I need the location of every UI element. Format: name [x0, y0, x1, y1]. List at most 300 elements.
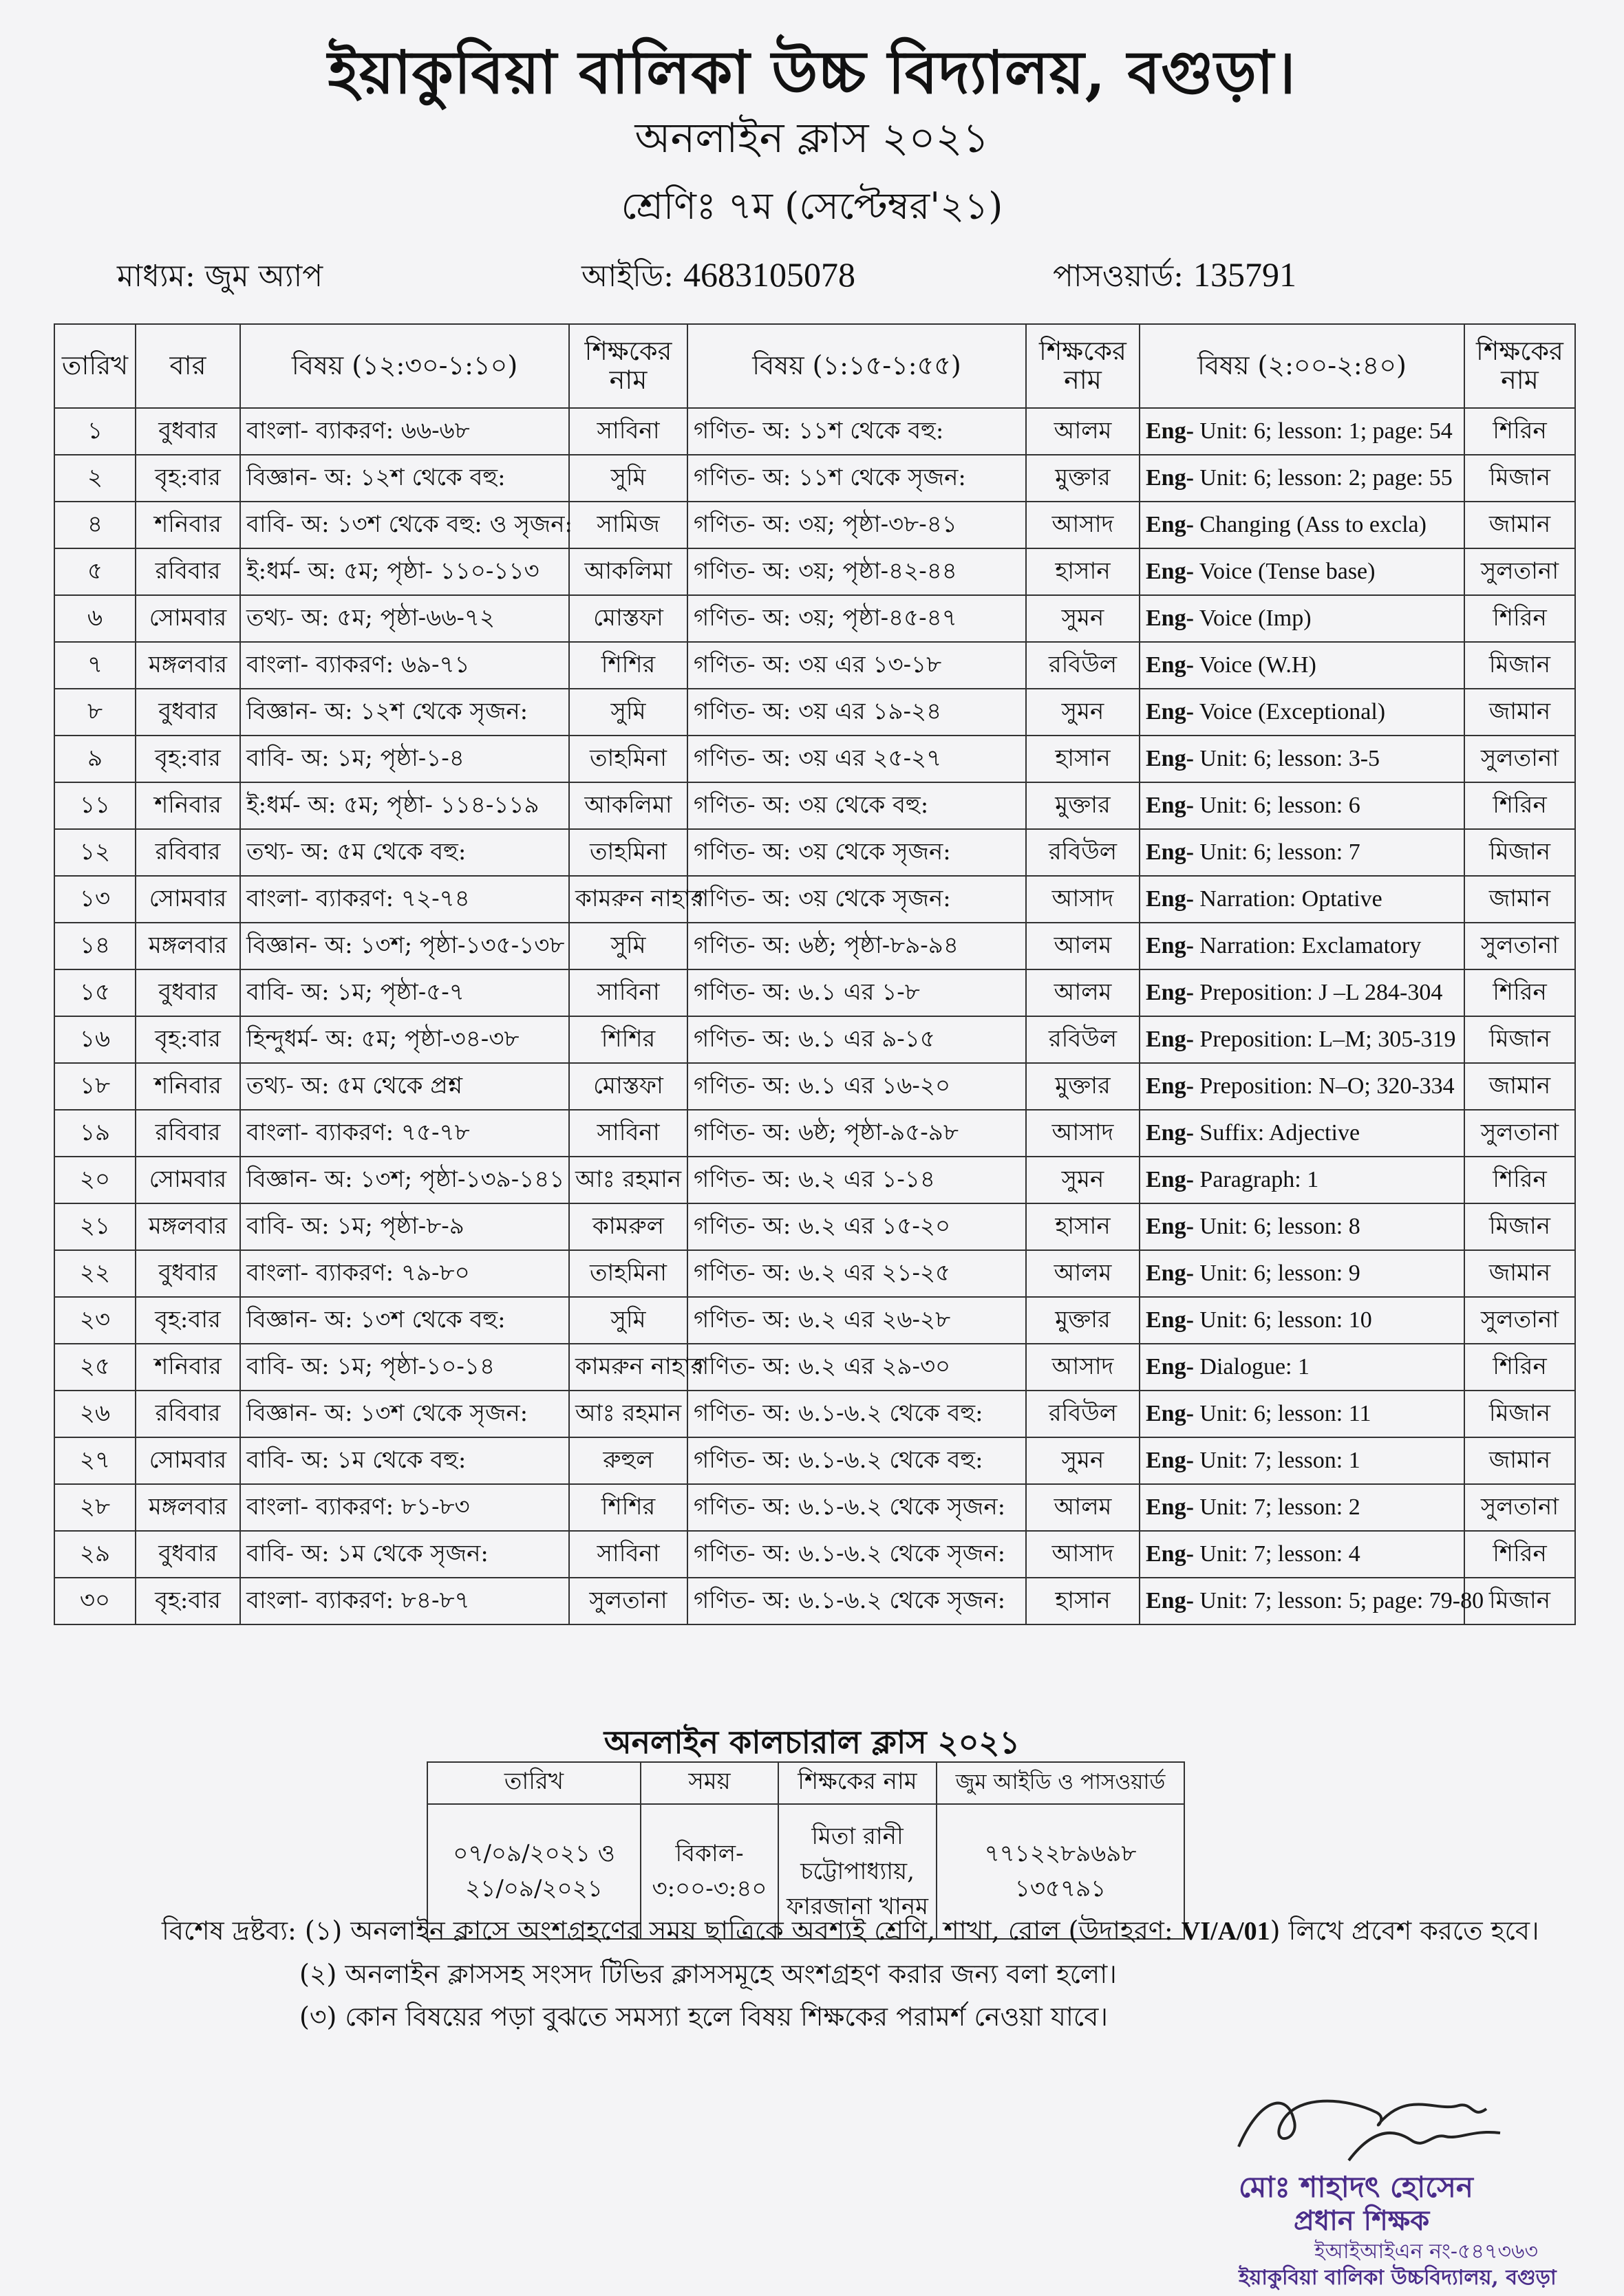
- eng-prefix: Eng-: [1146, 1541, 1194, 1567]
- schedule-row: [54, 876, 1575, 923]
- eng-prefix: Eng-: [1146, 1588, 1194, 1614]
- header-date: তারিখ: [54, 324, 136, 408]
- schedule-header-row: [54, 324, 1575, 408]
- subject-3-cell: [1140, 1391, 1464, 1437]
- day-cell: বুধবার: [136, 689, 240, 736]
- eng-topic: Dialogue: 1: [1193, 1354, 1310, 1380]
- eng-prefix: Eng-: [1146, 980, 1194, 1006]
- cultural-time-1: বিকাল-: [675, 1840, 744, 1867]
- subject-3-cell: [1140, 969, 1464, 1016]
- teacher-2-cell: আলম: [1026, 408, 1140, 455]
- subject-2-cell: গণিত- অ: ৬.১ এর ১৬-২০: [687, 1063, 1026, 1110]
- teacher-2-cell: হাসান: [1026, 1203, 1140, 1250]
- teacher-2-cell: হাসান: [1026, 548, 1140, 595]
- subject-1-cell: বাংলা- ব্যাকরণ: ৮১-৮৩: [240, 1484, 569, 1531]
- signature-name: মোঃ শাহাদৎ হোসেন: [1239, 2170, 1473, 2204]
- teacher-2-cell: রবিউল: [1026, 1391, 1140, 1437]
- subject-1-cell: বাবি- অ: ১ম; পৃষ্ঠা-৫-৭: [240, 969, 569, 1016]
- subject-3-cell: [1140, 408, 1464, 455]
- schedule-row: [54, 1344, 1575, 1391]
- subject-1-cell: বাংলা- ব্যাকরণ: ৮৪-৮৭: [240, 1578, 569, 1624]
- password-value: 135791: [1193, 255, 1296, 294]
- subject-3-cell: [1140, 642, 1464, 689]
- eng-prefix: Eng-: [1146, 1401, 1194, 1427]
- eng-prefix: Eng-: [1146, 1027, 1194, 1053]
- day-cell: শনিবার: [136, 782, 240, 829]
- subject-1-cell: হিন্দুধর্ম- অ: ৫ম; পৃষ্ঠা-৩৪-৩৮: [240, 1016, 569, 1063]
- note-1: বিশেষ দ্রষ্টব্য: (১) অনলাইন ক্লাসে অংশগ্রহণের সময় ছাত্রিকে অবশ্যই শ্রেণি, শাখা, রোল (উদাহরণ: VI/A/01) লিখে প্রবেশ করতে হবে।: [162, 1916, 1539, 1946]
- subject-3-cell: [1140, 782, 1464, 829]
- date-cell: ১২: [54, 829, 136, 876]
- subject-2-cell: গণিত- অ: ৬.১-৬.২ থেকে বহু:: [687, 1437, 1026, 1484]
- schedule-row: [54, 1578, 1575, 1624]
- date-cell: ১৮: [54, 1063, 136, 1110]
- date-cell: ২: [54, 455, 136, 502]
- teacher-1-cell: সুমি: [569, 923, 687, 969]
- teacher-2-cell: মুক্তার: [1026, 782, 1140, 829]
- eng-prefix: Eng-: [1146, 793, 1194, 819]
- cultural-class-title: অনলাইন কালচারাল ক্লাস ২০২১: [603, 1724, 1021, 1761]
- teacher-2-cell: সুমন: [1026, 1437, 1140, 1484]
- teacher-1-cell: সামিজ: [569, 502, 687, 548]
- teacher-2-cell: আলম: [1026, 1250, 1140, 1297]
- eng-prefix: Eng-: [1146, 605, 1194, 632]
- schedule-row: [54, 1203, 1575, 1250]
- cultural-date-1: ০৭/০৯/২০২১ ও: [453, 1840, 615, 1867]
- teacher-3-cell: সুলতানা: [1464, 1110, 1575, 1157]
- teacher-1-cell: সুলতানা: [569, 1578, 687, 1624]
- teacher-2-cell: আলম: [1026, 969, 1140, 1016]
- eng-topic: Voice (W.H): [1193, 652, 1316, 678]
- eng-prefix: Eng-: [1146, 1120, 1194, 1146]
- eng-prefix: Eng-: [1146, 1073, 1194, 1099]
- teacher-3-cell: মিজান: [1464, 1203, 1575, 1250]
- cultural-date-2: ২১/০৯/২০২১: [465, 1875, 603, 1902]
- id-label: আইডি:: [581, 259, 674, 294]
- teacher-1-cell: সাবিনা: [569, 1110, 687, 1157]
- teacher-3-cell: মিজান: [1464, 642, 1575, 689]
- subject-1-cell: ই:ধর্ম- অ: ৫ম; পৃষ্ঠা- ১১০-১১৩: [240, 548, 569, 595]
- teacher-1-cell: কামরুন নাহার: [569, 876, 687, 923]
- subject-2-cell: গণিত- অ: ৬ষ্ঠ; পৃষ্ঠা-৮৯-৯৪: [687, 923, 1026, 969]
- eng-topic: Narration: Optative: [1193, 886, 1382, 912]
- eng-prefix: Eng-: [1146, 699, 1194, 725]
- subject-1-cell: বাবি- অ: ১ম; পৃষ্ঠা-৮-৯: [240, 1203, 569, 1250]
- subject-1-cell: বিজ্ঞান- অ: ১২শ থেকে সৃজন:: [240, 689, 569, 736]
- teacher-3-cell: মিজান: [1464, 1016, 1575, 1063]
- subject-3-cell: [1140, 1157, 1464, 1203]
- eng-topic: Preposition: L–M; 305-319: [1193, 1027, 1456, 1053]
- day-cell: মঙ্গলবার: [136, 923, 240, 969]
- notes-label: বিশেষ দ্রষ্টব্য:: [162, 1916, 297, 1946]
- date-cell: ৩০: [54, 1578, 136, 1624]
- eng-prefix: Eng-: [1146, 1448, 1194, 1474]
- date-cell: ২৭: [54, 1437, 136, 1484]
- day-cell: শনিবার: [136, 1063, 240, 1110]
- signature-role: প্রধান শিক্ষক: [1294, 2204, 1430, 2237]
- subject-2-cell: গণিত- অ: ৬.২ এর ২১-২৫: [687, 1250, 1026, 1297]
- schedule-row: [54, 1437, 1575, 1484]
- teacher-2-cell: হাসান: [1026, 736, 1140, 782]
- date-cell: ২০: [54, 1157, 136, 1203]
- day-cell: বুধবার: [136, 969, 240, 1016]
- teacher-3-cell: মিজান: [1464, 829, 1575, 876]
- eng-prefix: Eng-: [1146, 559, 1194, 585]
- subject-2-cell: গণিত- অ: ৬.২ এর ১-১৪: [687, 1157, 1026, 1203]
- teacher-2-cell: আসাদ: [1026, 502, 1140, 548]
- day-cell: সোমবার: [136, 1157, 240, 1203]
- subject-2-cell: গণিত- অ: ৩য় এর ২৫-২৭: [687, 736, 1026, 782]
- teacher-1-cell: তাহমিনা: [569, 1250, 687, 1297]
- eng-topic: Changing (Ass to excla): [1193, 512, 1427, 538]
- subject-3-cell: [1140, 1578, 1484, 1624]
- date-cell: ২৯: [54, 1531, 136, 1578]
- eng-prefix: Eng-: [1146, 839, 1194, 866]
- date-cell: ২৩: [54, 1297, 136, 1344]
- teacher-2-cell: সুমন: [1026, 689, 1140, 736]
- schedule-row: [54, 1484, 1575, 1531]
- password-info: [1053, 253, 1296, 303]
- teacher-2-cell: রবিউল: [1026, 829, 1140, 876]
- cultural-teacher-2: চট্টোপাধ্যায়,: [800, 1857, 915, 1885]
- subject-2-cell: গণিত- অ: ৬.২ এর ২৬-২৮: [687, 1297, 1026, 1344]
- teacher-3-cell: শিরিন: [1464, 595, 1575, 642]
- teacher-1-cell: সুমি: [569, 455, 687, 502]
- subject-1-cell: বিজ্ঞান- অ: ১৩শ থেকে সৃজন:: [240, 1391, 569, 1437]
- header-teacher-1: শিক্ষকের নাম: [569, 324, 687, 408]
- subject-1-cell: বাবি- অ: ১ম; পৃষ্ঠা-১০-১৪: [240, 1344, 569, 1391]
- teacher-3-cell: শিরিন: [1464, 782, 1575, 829]
- cultural-header-row: [427, 1762, 1184, 1804]
- subject-2-cell: গণিত- অ: ১১শ থেকে সৃজন:: [687, 455, 1026, 502]
- schedule-row: [54, 1250, 1575, 1297]
- teacher-3-cell: মিজান: [1464, 455, 1575, 502]
- id-value: 4683105078: [683, 255, 856, 294]
- eng-prefix: Eng-: [1146, 1494, 1194, 1521]
- teacher-1-cell: আকলিমা: [569, 548, 687, 595]
- medium-info: [117, 253, 323, 303]
- subject-2-cell: গণিত- অ: ৬.১-৬.২ থেকে সৃজন:: [687, 1484, 1026, 1531]
- subject-2-cell: গণিত- অ: ৬.১-৬.২ থেকে সৃজন:: [687, 1531, 1026, 1578]
- date-cell: ৭: [54, 642, 136, 689]
- eng-prefix: Eng-: [1146, 465, 1194, 491]
- note-3: (৩) কোন বিষয়ের পড়া বুঝতে সমস্যা হলে বিষয় শিক্ষকের পরামর্শ নেওয়া যাবে।: [299, 2002, 1108, 2032]
- day-cell: বুধবার: [136, 1531, 240, 1578]
- schedule-row: [54, 923, 1575, 969]
- eng-prefix: Eng-: [1146, 886, 1194, 912]
- teacher-1-cell: সুমি: [569, 1297, 687, 1344]
- signature-scribble: [1211, 2071, 1596, 2167]
- header-subject-3: বিষয় (২:০০-২:৪০): [1140, 324, 1464, 408]
- subject-2-cell: গণিত- অ: ১১শ থেকে বহু:: [687, 408, 1026, 455]
- eng-prefix: Eng-: [1146, 746, 1194, 772]
- teacher-3-cell: জামান: [1464, 876, 1575, 923]
- subject-1-cell: বাবি- অ: ১ম থেকে বহু:: [240, 1437, 569, 1484]
- subject-1-cell: বাংলা- ব্যাকরণ: ৬৬-৬৮: [240, 408, 569, 455]
- cultural-zoom-id: ৭৭১২২৮৯৬৯৮: [984, 1840, 1137, 1867]
- schedule-row: [54, 502, 1575, 548]
- teacher-3-cell: জামান: [1464, 689, 1575, 736]
- teacher-2-cell: আলম: [1026, 1484, 1140, 1531]
- subject-3-cell: [1140, 1016, 1464, 1063]
- teacher-2-cell: সুমন: [1026, 1157, 1140, 1203]
- eng-topic: Unit: 6; lesson: 8: [1193, 1214, 1360, 1240]
- teacher-2-cell: মুক্তার: [1026, 1063, 1140, 1110]
- eng-topic: Unit: 6; lesson: 3-5: [1193, 746, 1380, 772]
- subject-1-cell: বাংলা- ব্যাকরণ: ৭২-৭৪: [240, 876, 569, 923]
- day-cell: বৃহ:বার: [136, 1297, 240, 1344]
- schedule-row: [54, 1531, 1575, 1578]
- teacher-1-cell: শিশির: [569, 1016, 687, 1063]
- subject-2-cell: গণিত- অ: ৩য়; পৃষ্ঠা-৪২-৪৪: [687, 548, 1026, 595]
- subject-3-cell: [1140, 548, 1464, 595]
- schedule-row: [54, 1063, 1575, 1110]
- page-subtitle: অনলাইন ক্লাস ২০২১: [634, 114, 990, 162]
- schedule-row: [54, 1016, 1575, 1063]
- subject-2-cell: গণিত- অ: ৩য়; পৃষ্ঠা-৩৮-৪১: [687, 502, 1026, 548]
- subject-2-cell: গণিত- অ: ৬.১-৬.২ থেকে সৃজন:: [687, 1578, 1026, 1624]
- eng-prefix: Eng-: [1146, 1167, 1194, 1193]
- eng-prefix: Eng-: [1146, 1354, 1194, 1380]
- day-cell: বৃহ:বার: [136, 736, 240, 782]
- day-cell: সোমবার: [136, 595, 240, 642]
- schedule-row: [54, 736, 1575, 782]
- teacher-2-cell: আসাদ: [1026, 1531, 1140, 1578]
- eng-topic: Unit: 7; lesson: 5; page: 79-80: [1193, 1588, 1484, 1614]
- subject-1-cell: তথ্য- অ: ৫ম; পৃষ্ঠা-৬৬-৭২: [240, 595, 569, 642]
- eng-topic: Unit: 6; lesson: 1; page: 54: [1193, 418, 1453, 444]
- teacher-2-cell: মুক্তার: [1026, 1297, 1140, 1344]
- eng-topic: Preposition: J –L 284-304: [1193, 980, 1443, 1006]
- header-teacher-2: শিক্ষকের নাম: [1026, 324, 1140, 408]
- eng-topic: Unit: 7; lesson: 4: [1193, 1541, 1360, 1567]
- subject-3-cell: [1140, 736, 1464, 782]
- teacher-2-cell: আলম: [1026, 923, 1140, 969]
- day-cell: বৃহ:বার: [136, 455, 240, 502]
- cultural-teacher-1: মিতা রানী: [811, 1822, 904, 1850]
- eng-prefix: Eng-: [1146, 652, 1194, 678]
- date-cell: ১৩: [54, 876, 136, 923]
- subject-1-cell: বাবি- অ: ১ম থেকে সৃজন:: [240, 1531, 569, 1578]
- subject-1-cell: বিজ্ঞান- অ: ১৩শ; পৃষ্ঠা-১৩৫-১৩৮: [240, 923, 569, 969]
- teacher-2-cell: আসাদ: [1026, 1110, 1140, 1157]
- eng-prefix: Eng-: [1146, 1214, 1194, 1240]
- eng-topic: Unit: 6; lesson: 11: [1193, 1401, 1371, 1427]
- eng-topic: Paragraph: 1: [1193, 1167, 1319, 1193]
- eng-topic: Voice (Imp): [1193, 605, 1312, 632]
- teacher-1-cell: আকলিমা: [569, 782, 687, 829]
- subject-2-cell: গণিত- অ: ৩য়; পৃষ্ঠা-৪৫-৪৭: [687, 595, 1026, 642]
- subject-2-cell: গণিত- অ: ৬.২ এর ১৫-২০: [687, 1203, 1026, 1250]
- date-cell: ২৮: [54, 1484, 136, 1531]
- subject-3-cell: [1140, 1531, 1464, 1578]
- subject-2-cell: গণিত- অ: ৬.১ এর ১-৮: [687, 969, 1026, 1016]
- day-cell: বৃহ:বার: [136, 1016, 240, 1063]
- school-title: ইয়াকুবিয়া বালিকা উচ্চ বিদ্যালয়, বগুড়া।: [328, 38, 1296, 107]
- password-label: পাসওয়ার্ড:: [1053, 259, 1184, 294]
- subject-3-cell: [1140, 595, 1464, 642]
- schedule-body: [54, 408, 1575, 1624]
- day-cell: রবিবার: [136, 829, 240, 876]
- schedule-row: [54, 595, 1575, 642]
- date-cell: ৬: [54, 595, 136, 642]
- date-cell: ১৫: [54, 969, 136, 1016]
- headmaster-signature: [1211, 2071, 1596, 2290]
- date-cell: ১৬: [54, 1016, 136, 1063]
- cultural-header-time: সময়: [641, 1762, 778, 1804]
- teacher-2-cell: আসাদ: [1026, 876, 1140, 923]
- header-subject-2: বিষয় (১:১৫-১:৫৫): [687, 324, 1026, 408]
- eng-prefix: Eng-: [1146, 1307, 1194, 1333]
- eng-prefix: Eng-: [1146, 1260, 1194, 1287]
- day-cell: রবিবার: [136, 1110, 240, 1157]
- cultural-header-teacher: শিক্ষকের নাম: [778, 1762, 937, 1804]
- subject-1-cell: ই:ধর্ম- অ: ৫ম; পৃষ্ঠা- ১১৪-১১৯: [240, 782, 569, 829]
- subject-2-cell: গণিত- অ: ৩য় এর ১৩-১৮: [687, 642, 1026, 689]
- eng-prefix: Eng-: [1146, 418, 1194, 444]
- date-cell: ২২: [54, 1250, 136, 1297]
- date-cell: ১১: [54, 782, 136, 829]
- eng-topic: Voice (Exceptional): [1193, 699, 1386, 725]
- subject-3-cell: [1140, 455, 1464, 502]
- day-cell: সোমবার: [136, 876, 240, 923]
- medium-label: মাধ্যম:: [117, 259, 195, 294]
- teacher-1-cell: তাহমিনা: [569, 736, 687, 782]
- schedule-row: [54, 408, 1575, 455]
- subject-2-cell: গণিত- অ: ৬.২ এর ২৯-৩০: [687, 1344, 1026, 1391]
- subject-2-cell: গণিত- অ: ৩য় থেকে বহু:: [687, 782, 1026, 829]
- date-cell: ২৬: [54, 1391, 136, 1437]
- subject-3-cell: [1140, 1344, 1464, 1391]
- subject-3-cell: [1140, 1250, 1464, 1297]
- subject-2-cell: গণিত- অ: ৬.১-৬.২ থেকে বহু:: [687, 1391, 1026, 1437]
- eng-prefix: Eng-: [1146, 933, 1194, 959]
- header-day: বার: [136, 324, 240, 408]
- teacher-2-cell: হাসান: [1026, 1578, 1140, 1624]
- date-cell: ১৯: [54, 1110, 136, 1157]
- subject-3-cell: [1140, 1110, 1464, 1157]
- schedule-row: [54, 829, 1575, 876]
- schedule-row: [54, 782, 1575, 829]
- eng-topic: Suffix: Adjective: [1193, 1120, 1360, 1146]
- subject-1-cell: বাংলা- ব্যাকরণ: ৭৫-৭৮: [240, 1110, 569, 1157]
- subject-3-cell: [1140, 1484, 1464, 1531]
- schedule-table: [54, 323, 1576, 1625]
- date-cell: ৯: [54, 736, 136, 782]
- teacher-1-cell: আঃ রহমান: [569, 1157, 687, 1203]
- day-cell: সোমবার: [136, 1437, 240, 1484]
- signature-school: ইয়াকুবিয়া বালিকা উচ্চবিদ্যালয়, বগুড়া: [1239, 2266, 1557, 2290]
- date-cell: ২৫: [54, 1344, 136, 1391]
- class-line: শ্রেণিঃ ৭ম (সেপ্টেম্বর'২১): [621, 184, 1003, 228]
- subject-3-cell: [1140, 1203, 1464, 1250]
- header-teacher-3: শিক্ষকের নাম: [1464, 324, 1575, 408]
- schedule-row: [54, 1110, 1575, 1157]
- teacher-3-cell: জামান: [1464, 1063, 1575, 1110]
- teacher-1-cell: সাবিনা: [569, 1531, 687, 1578]
- teacher-1-cell: কামরুল: [569, 1203, 687, 1250]
- subject-1-cell: বাবি- অ: ১৩শ থেকে বহু: ও সৃজন:: [240, 502, 569, 548]
- teacher-3-cell: শিরিন: [1464, 1344, 1575, 1391]
- teacher-3-cell: সুলতানা: [1464, 923, 1575, 969]
- eng-topic: Preposition: N–O; 320-334: [1193, 1073, 1455, 1099]
- teacher-2-cell: রবিউল: [1026, 1016, 1140, 1063]
- subject-1-cell: তথ্য- অ: ৫ম থেকে বহু:: [240, 829, 569, 876]
- teacher-1-cell: সাবিনা: [569, 408, 687, 455]
- subject-1-cell: বাবি- অ: ১ম; পৃষ্ঠা-১-৪: [240, 736, 569, 782]
- day-cell: শনিবার: [136, 1344, 240, 1391]
- cultural-header-date: তারিখ: [427, 1762, 641, 1804]
- teacher-3-cell: মিজান: [1464, 1578, 1575, 1624]
- subject-1-cell: বিজ্ঞান- অ: ১৩শ; পৃষ্ঠা-১৩৯-১৪১: [240, 1157, 569, 1203]
- date-cell: ৪: [54, 502, 136, 548]
- eng-topic: Unit: 6; lesson: 6: [1193, 793, 1360, 819]
- teacher-3-cell: জামান: [1464, 1250, 1575, 1297]
- day-cell: বুধবার: [136, 408, 240, 455]
- subject-1-cell: বাংলা- ব্যাকরণ: ৬৯-৭১: [240, 642, 569, 689]
- subject-3-cell: [1140, 502, 1464, 548]
- subject-2-cell: গণিত- অ: ৩য় এর ১৯-২৪: [687, 689, 1026, 736]
- date-cell: ৫: [54, 548, 136, 595]
- schedule-row: [54, 548, 1575, 595]
- day-cell: রবিবার: [136, 548, 240, 595]
- date-cell: ১: [54, 408, 136, 455]
- teacher-1-cell: আঃ রহমান: [569, 1391, 687, 1437]
- subject-3-cell: [1140, 876, 1464, 923]
- teacher-3-cell: সুলতানা: [1464, 1297, 1575, 1344]
- zoom-id-info: [581, 253, 855, 303]
- header-subject-1: বিষয় (১২:৩০-১:১০): [240, 324, 569, 408]
- cultural-zoom-pass: ১৩৫৭৯১: [1014, 1875, 1107, 1902]
- eng-topic: Voice (Tense base): [1193, 559, 1376, 585]
- day-cell: মঙ্গলবার: [136, 642, 240, 689]
- eng-topic: Narration: Exclamatory: [1193, 933, 1422, 959]
- day-cell: মঙ্গলবার: [136, 1484, 240, 1531]
- teacher-1-cell: সাবিনা: [569, 969, 687, 1016]
- eng-topic: Unit: 6; lesson: 9: [1193, 1260, 1360, 1287]
- schedule-row: [54, 1391, 1575, 1437]
- eng-topic: Unit: 7; lesson: 1: [1193, 1448, 1360, 1474]
- subject-3-cell: [1140, 1437, 1464, 1484]
- teacher-3-cell: সুলতানা: [1464, 1484, 1575, 1531]
- cultural-time-2: ৩:০০-৩:৪০: [652, 1875, 767, 1902]
- cultural-teacher-3: ফারজানা খানম: [786, 1892, 928, 1920]
- eng-topic: Unit: 6; lesson: 10: [1193, 1307, 1372, 1333]
- schedule-row: [54, 689, 1575, 736]
- teacher-3-cell: জামান: [1464, 502, 1575, 548]
- schedule-row: [54, 969, 1575, 1016]
- teacher-3-cell: শিরিন: [1464, 969, 1575, 1016]
- teacher-1-cell: শিশির: [569, 1484, 687, 1531]
- teacher-3-cell: সুলতানা: [1464, 736, 1575, 782]
- eng-topic: Unit: 7; lesson: 2: [1193, 1494, 1360, 1521]
- date-cell: ১৪: [54, 923, 136, 969]
- teacher-1-cell: সুমি: [569, 689, 687, 736]
- subject-3-cell: [1140, 923, 1464, 969]
- teacher-3-cell: মিজান: [1464, 1391, 1575, 1437]
- teacher-3-cell: সুলতানা: [1464, 548, 1575, 595]
- day-cell: শনিবার: [136, 502, 240, 548]
- day-cell: বৃহ:বার: [136, 1578, 240, 1624]
- subject-3-cell: [1140, 1297, 1464, 1344]
- cultural-header-zoom: জুম আইডি ও পাসওয়ার্ড: [937, 1762, 1184, 1804]
- schedule-row: [54, 1297, 1575, 1344]
- subject-2-cell: গণিত- অ: ৩য় থেকে সৃজন:: [687, 876, 1026, 923]
- subject-3-cell: [1140, 829, 1464, 876]
- subject-1-cell: বিজ্ঞান- অ: ১৩শ থেকে বহু:: [240, 1297, 569, 1344]
- eng-topic: Unit: 6; lesson: 2; page: 55: [1193, 465, 1453, 491]
- teacher-3-cell: শিরিন: [1464, 1157, 1575, 1203]
